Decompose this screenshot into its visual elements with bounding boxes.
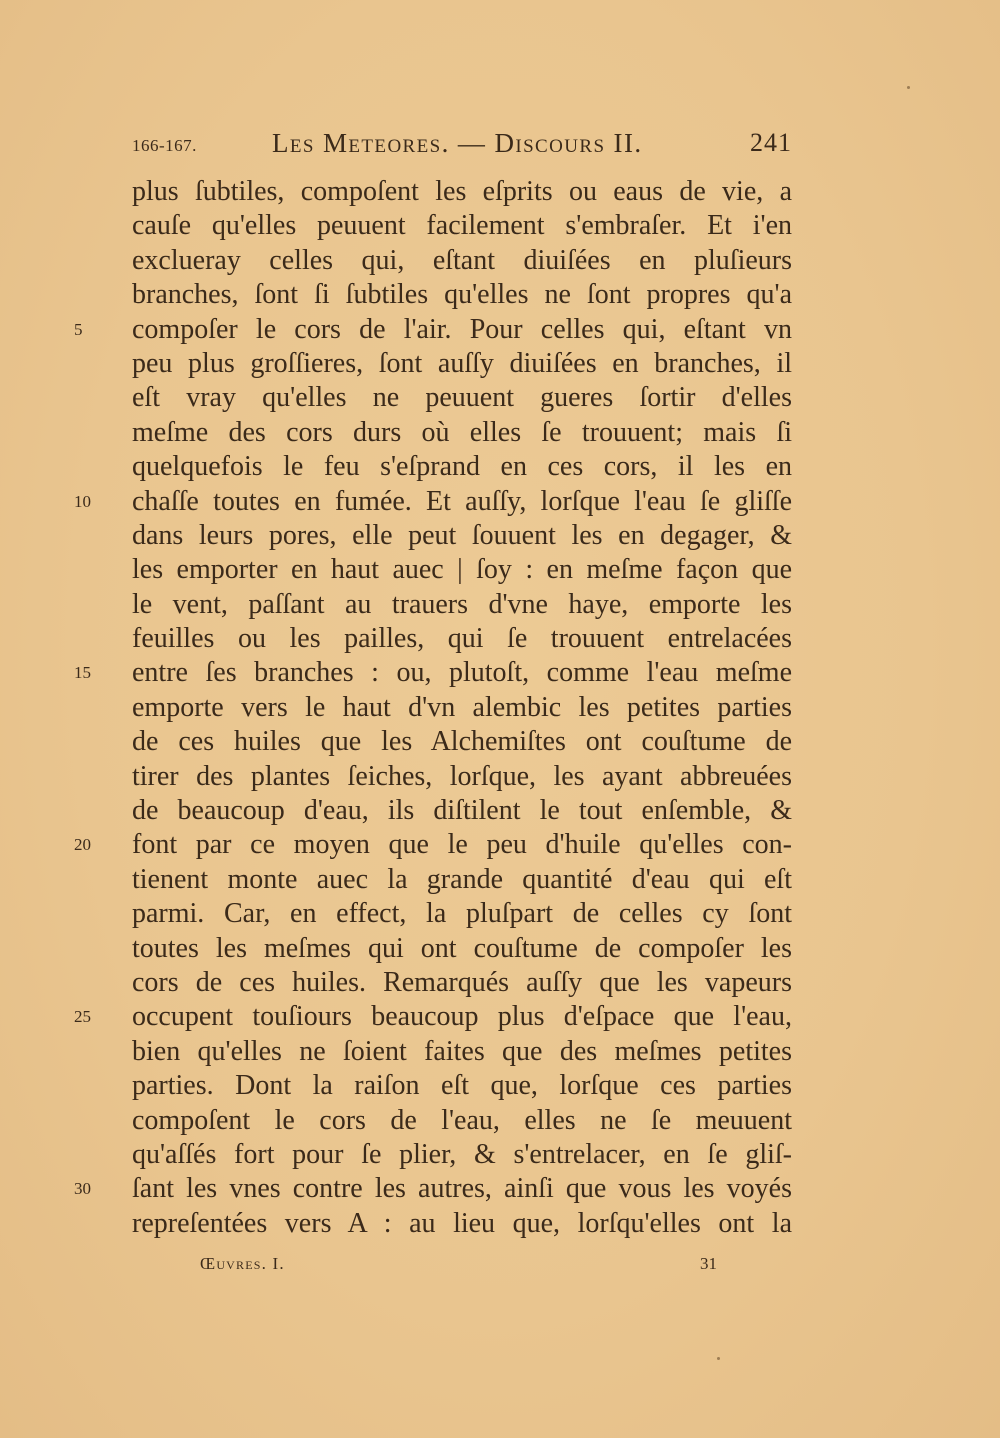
line-text: emporte vers le haut d'vn alembic les petites parties	[132, 691, 792, 723]
text-line	[132, 1207, 792, 1241]
line-text: font par ce moyen que le peu d'huile qu'elles con-	[132, 829, 792, 861]
line-text: compoſent le cors de l'eau, elles ne ſe meuuent	[132, 1104, 792, 1136]
text-line	[132, 1035, 792, 1069]
line-text: entre ſes branches : ou, plutoſt, comme l'eau meſme	[132, 657, 792, 689]
line-number: 5	[74, 319, 83, 339]
text-line	[132, 966, 792, 1000]
page-number: 241	[750, 128, 792, 157]
sheet-number: 31	[700, 1254, 717, 1273]
line-text: le vent, paſſant au trauers d'vne haye, emporte les	[132, 588, 792, 620]
line-text: feuilles ou les pailles, qui ſe trouuent entrelacées	[132, 623, 792, 655]
line-number: 20	[74, 835, 91, 855]
line-text: de beaucoup d'eau, ils diſtilent le tout enſemble, &	[132, 795, 792, 827]
page-title: Les Meteores. — Discours II.	[272, 128, 643, 158]
line-text: chaſſe toutes en fumée. Et auſſy, lorſque l'eau ſe gliſſe	[132, 485, 792, 517]
text-line	[132, 932, 792, 966]
line-text: compoſer le cors de l'air. Pour celles qui, eſtant vn	[132, 313, 792, 345]
line-text: occupent touſiours beaucoup plus d'eſpace que l'eau,	[132, 1001, 792, 1033]
line-text: meſme des cors durs où elles ſe trouuent; mais ſi	[132, 416, 792, 448]
paper-speck	[717, 1357, 720, 1360]
line-number: 25	[74, 1007, 91, 1027]
line-text: quelquefois le feu s'eſprand en ces cors, il les en	[132, 451, 792, 483]
line-text: exclueray celles qui, eſtant diuiſées en pluſieurs	[132, 244, 792, 276]
line-number: 15	[74, 663, 91, 683]
line-text: cors de ces huiles. Remarqués auſſy que les vapeurs	[132, 966, 792, 998]
text-line	[74, 656, 792, 690]
text-line	[132, 209, 792, 243]
text-line	[132, 863, 792, 897]
text-line	[132, 588, 792, 622]
text-line	[132, 450, 792, 484]
page-range: 166-167.	[132, 136, 197, 155]
line-text: branches, ſont ſi ſubtiles qu'elles ne ſont propres qu'a	[132, 279, 792, 311]
line-text: cauſe qu'elles peuuent facilement s'embraſer. Et i'en	[132, 210, 792, 242]
paper-speck	[907, 86, 910, 89]
text-line	[132, 622, 792, 656]
line-text: toutes les meſmes qui ont couſtume de compoſer les	[132, 932, 792, 964]
line-text: parties. Dont la raiſon eſt que, lorſque ces parties	[132, 1070, 792, 1102]
line-number: 10	[74, 491, 91, 511]
line-text: repreſentées vers A : au lieu que, lorſqu'elles ont la	[132, 1207, 792, 1239]
line-text: eſt vray qu'elles ne peuuent gueres ſortir d'elles	[132, 382, 792, 414]
text-line	[132, 381, 792, 415]
text-body	[74, 175, 792, 1241]
line-text: tienent monte auec la grande quantité d'eau qui eſt	[132, 863, 792, 895]
line-text: bien qu'elles ne ſoient faites que des meſmes petites	[132, 1035, 792, 1067]
line-text: qu'aſſés fort pour ſe plier, & s'entrelacer, en ſe gliſ-	[132, 1138, 792, 1170]
line-text: parmi. Car, en effect, la pluſpart de celles cy ſont	[132, 898, 792, 930]
text-line	[132, 1104, 792, 1138]
line-text: tirer des plantes ſeiches, lorſque, les ayant abbreuées	[132, 760, 792, 792]
signature-mark: Œuvres. I.	[200, 1254, 285, 1273]
text-line	[132, 1069, 792, 1103]
text-line	[132, 794, 792, 828]
text-line	[74, 828, 792, 862]
running-head	[132, 128, 792, 162]
line-text: dans leurs pores, elle peut ſouuent les en degager, &	[132, 519, 792, 551]
text-line	[74, 485, 792, 519]
line-number: 30	[74, 1179, 91, 1199]
text-line	[74, 1172, 792, 1206]
text-line	[132, 1138, 792, 1172]
text-line	[132, 897, 792, 931]
text-line	[132, 278, 792, 312]
text-line	[132, 760, 792, 794]
text-line	[132, 691, 792, 725]
text-line	[132, 519, 792, 553]
page-footer	[132, 1254, 792, 1284]
text-line	[132, 347, 792, 381]
text-line	[132, 553, 792, 587]
text-line	[132, 175, 792, 209]
line-text: de ces huiles que les Alchemiſtes ont couſtume de	[132, 726, 792, 758]
text-line	[132, 416, 792, 450]
line-text: plus ſubtiles, compoſent les eſprits ou eaus de vie, a	[132, 176, 792, 207]
line-text: peu plus groſſieres, ſont auſſy diuiſées en branches, il	[132, 347, 792, 379]
text-line	[132, 725, 792, 759]
line-text: les emporter en haut auec | ſoy : en meſme façon que	[132, 554, 792, 586]
line-text: ſant les vnes contre les autres, ainſi que vous les voyés	[132, 1173, 792, 1205]
text-line	[132, 244, 792, 278]
text-line	[74, 313, 792, 347]
text-line	[74, 1000, 792, 1034]
